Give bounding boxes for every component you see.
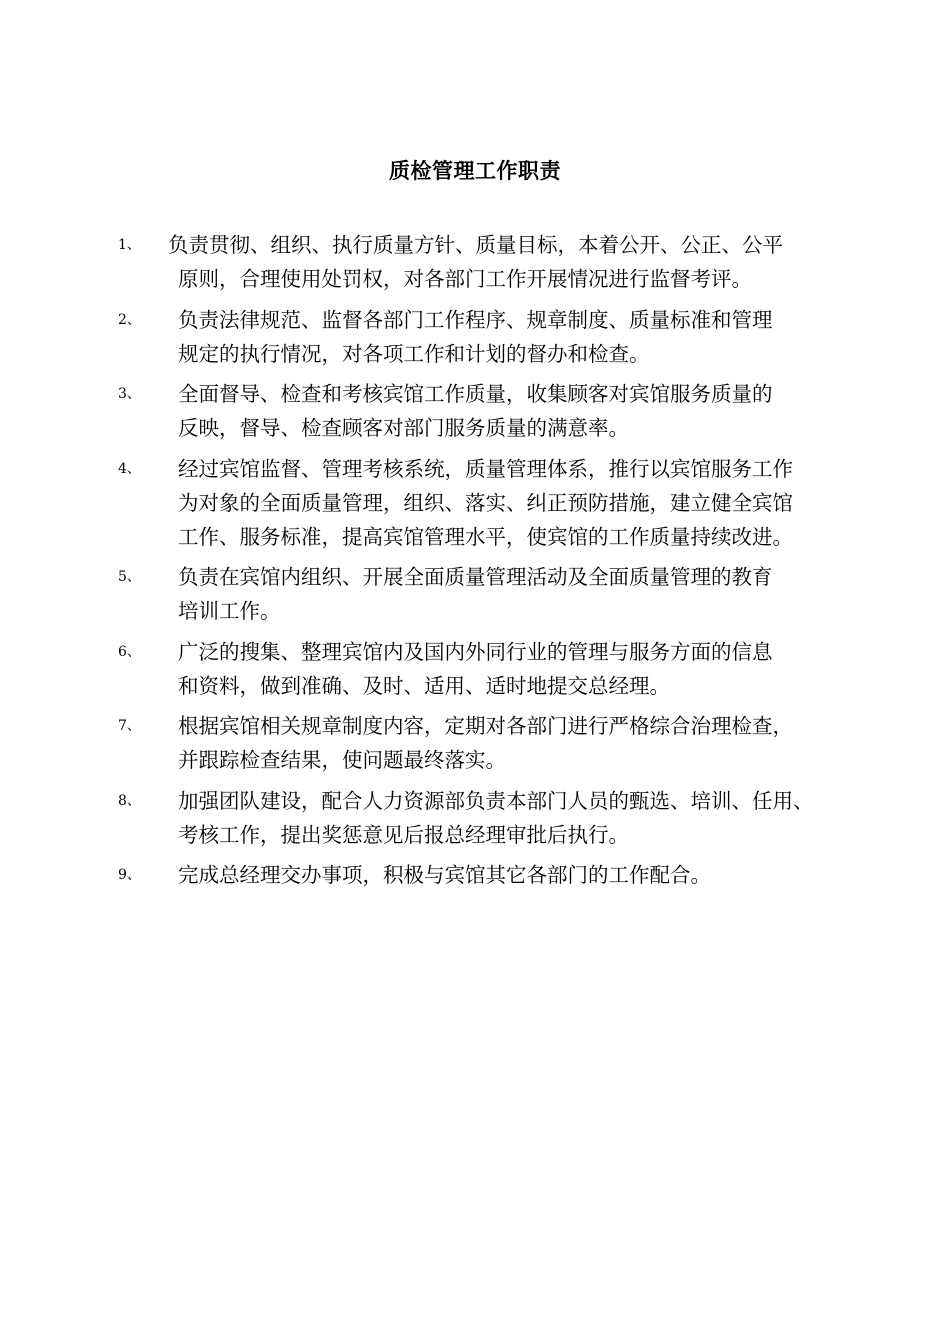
item-text-line: 为对象的全面质量管理，组织、落实、纠正预防措施，建立健全宾馆: [178, 490, 793, 515]
item-text-line: 和资料，做到准确、及时、适用、适时地提交总经理。: [178, 673, 670, 698]
item-number: 5、: [118, 569, 141, 585]
item-text-line: 原则，合理使用处罚权，对各部门工作开展情况进行监督考评。: [178, 267, 752, 291]
item-number: 2、: [118, 311, 141, 328]
duty-list: [118, 228, 878, 899]
item-number: 1、: [118, 237, 141, 253]
duty-item-8: [118, 784, 878, 852]
item-text-line: 完成总经理交办事项，积极与宾馆其它各部门的工作配合。: [178, 863, 711, 887]
item-number: 7、: [118, 718, 141, 734]
item-text-line: 广泛的搜集、整理宾馆内及国内外同行业的管理与服务方面的信息: [178, 639, 773, 664]
item-text-line: 负责在宾馆内组织、开展全面质量管理活动及全面质量管理的教育: [178, 565, 773, 589]
item-text-line: 考核工作，提出奖惩意见后报总经理审批后执行。: [178, 822, 629, 847]
item-text-line: 负责贯彻、组织、执行质量方针、质量目标，本着公开、公正、公平: [168, 233, 783, 257]
duty-item-9: [118, 858, 878, 892]
item-text-line: 工作、服务标准，提高宾馆管理水平，使宾馆的工作质量持续改进。: [178, 524, 793, 549]
item-text-line: 规定的执行情况，对各项工作和计划的督办和检查。: [178, 341, 650, 366]
duty-item-3: [118, 377, 878, 445]
item-text-line: 根据宾馆相关规章制度内容，定期对各部门进行严格综合治理检查，: [178, 714, 793, 738]
item-text-line: 加强团队建设，配合人力资源部负责本部门人员的甄选、培训、任用、: [178, 788, 814, 813]
duty-item-6: [118, 635, 878, 703]
duty-item-5: [118, 560, 878, 628]
item-text-line: 培训工作。: [178, 599, 281, 623]
item-number: 3、: [118, 386, 141, 402]
duty-item-1: [118, 228, 878, 296]
document-title: 质检管理工作职责: [389, 159, 561, 183]
item-text-line: 经过宾馆监督、管理考核系统，质量管理体系，推行以宾馆服务工作: [178, 456, 793, 481]
item-number: 4、: [118, 460, 141, 477]
item-text-line: 反映，督导、检查顾客对部门服务质量的满意率。: [178, 416, 629, 440]
duty-item-4: [118, 452, 878, 554]
item-number: 8、: [118, 792, 141, 809]
item-number: 6、: [118, 643, 141, 660]
item-text-line: 并跟踪检查结果，使问题最终落实。: [178, 748, 506, 772]
item-text-line: 负责法律规范、监督各部门工作程序、规章制度、质量标准和管理: [178, 307, 773, 332]
item-number: 9、: [118, 867, 141, 883]
item-text-line: 全面督导、检查和考核宾馆工作质量，收集顾客对宾馆服务质量的: [178, 382, 773, 406]
duty-item-7: [118, 709, 878, 777]
duty-item-2: [118, 303, 878, 371]
